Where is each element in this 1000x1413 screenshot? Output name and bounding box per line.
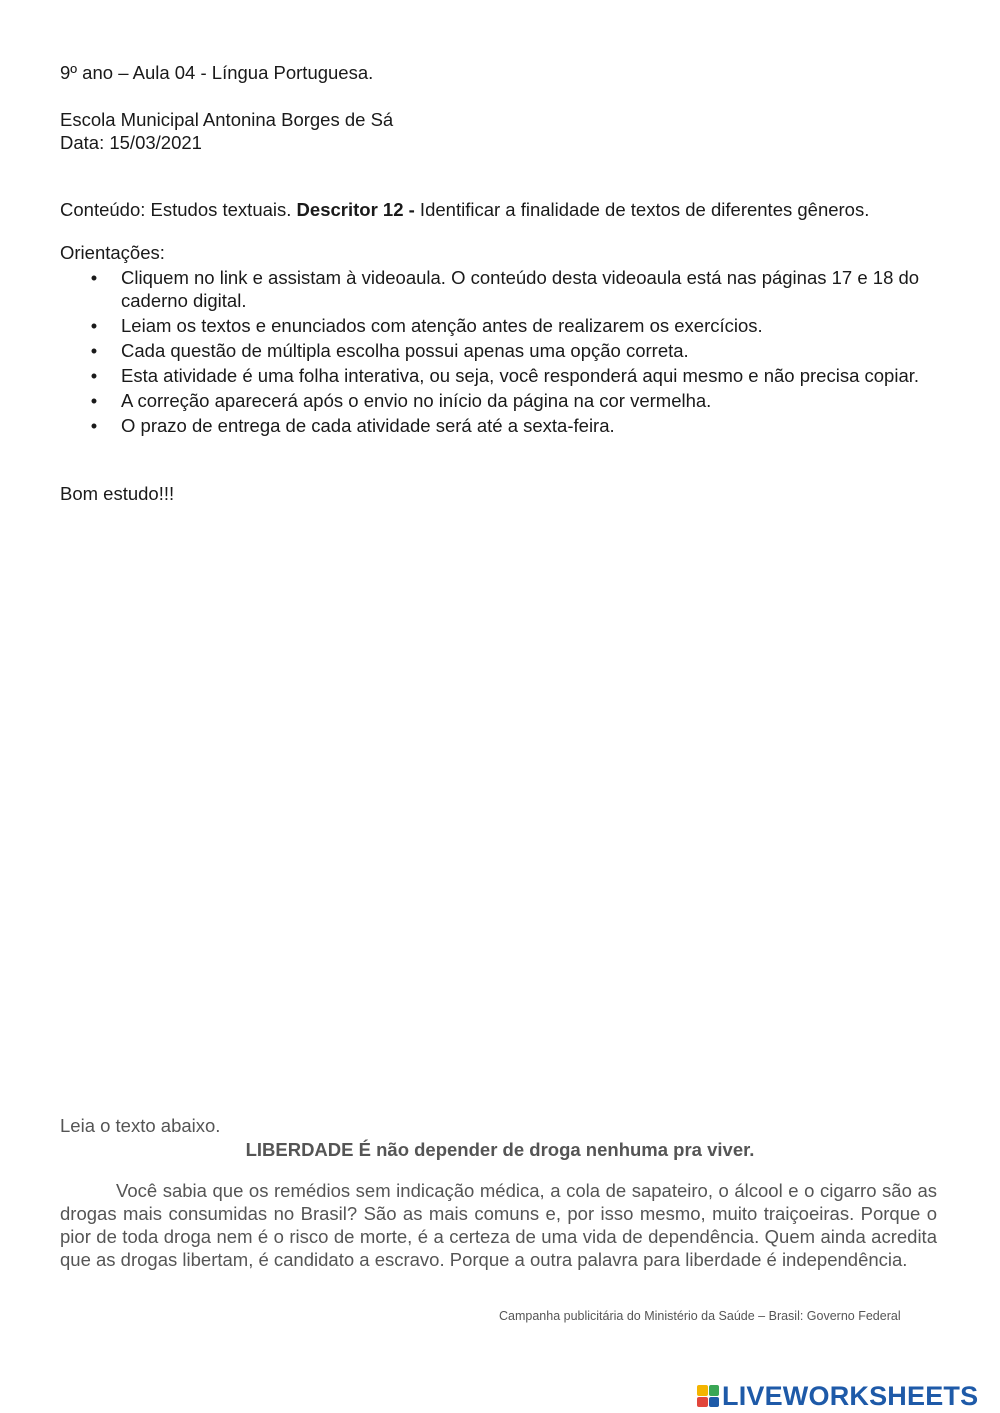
orientations-title: Orientações: [60,242,165,263]
list-item [60,414,940,437]
list-item-text: A correção aparecerá após o envio no início da página na cor vermelha. [121,390,712,411]
bullet-icon: • [90,340,98,361]
reading-title: LIBERDADE É não depender de droga nenhuma pra viver. [245,1139,755,1160]
list-item-text: Cliquem no link e assistam à videoaula. O conteúdo desta videoaula está nas páginas 17 e 18 do caderno digital. [121,267,920,311]
list-item [60,364,940,387]
bullet-icon: • [90,415,98,436]
list-item-text: Esta atividade é uma folha interativa, ou seja, você responderá aqui mesmo e não precisa copiar. [121,365,920,386]
descriptor-text: Identificar a finalidade de textos de diferentes gêneros. [414,199,870,220]
bullet-icon: • [90,365,98,386]
list-item [60,339,940,362]
logo-square [697,1397,708,1408]
logo-icon [697,1385,719,1407]
list-item-text: Cada questão de múltipla escolha possui apenas uma opção correta. [121,340,689,361]
logo-square [709,1397,720,1408]
logo-square [709,1385,720,1396]
orientations-list [60,266,940,439]
reading-instruction: Leia o texto abaixo. [60,1115,221,1136]
bullet-icon: • [90,267,98,288]
closing-text: Bom estudo!!! [60,483,175,504]
list-item [60,266,940,312]
logo-square [697,1385,708,1396]
logo-text: LIVEWORKSHEETS [722,1380,979,1411]
lesson-header: 9º ano – Aula 04 - Língua Portuguesa. [60,62,374,83]
content-prefix: Conteúdo: Estudos textuais. [60,199,297,220]
bullet-icon: • [90,315,98,336]
lesson-date: Data: 15/03/2021 [60,132,202,153]
list-item-text: O prazo de entrega de cada atividade será até a sexta-feira. [121,415,615,436]
bullet-icon: • [90,390,98,411]
content-line [60,198,869,221]
list-item [60,389,940,412]
liveworksheets-logo[interactable] [697,1381,978,1411]
list-item [60,314,940,337]
school-name: Escola Municipal Antonina Borges de Sá [60,109,394,130]
descriptor-label: Descritor 12 - [296,199,415,220]
reading-paragraph: Você sabia que os remédios sem indicação médica, a cola de sapateiro, o álcool e o cigarro são as drogas mais consumidas no Brasil? São as mais comuns e, por isso mesmo, muito traiçoeiras. Porque o pior de toda droga nem é o risco de morte, é a certeza de uma vida de dependência. Quem ainda acredita que as drogas libertam, é candidato a escravo. Porque a outra palavra para liberdade é independência. [60,1180,937,1270]
reading-source: Campanha publicitária do Ministério da Saúde – Brasil: Governo Federal [499,1309,901,1323]
list-item-text: Leiam os textos e enunciados com atenção antes de realizarem os exercícios. [121,315,763,336]
